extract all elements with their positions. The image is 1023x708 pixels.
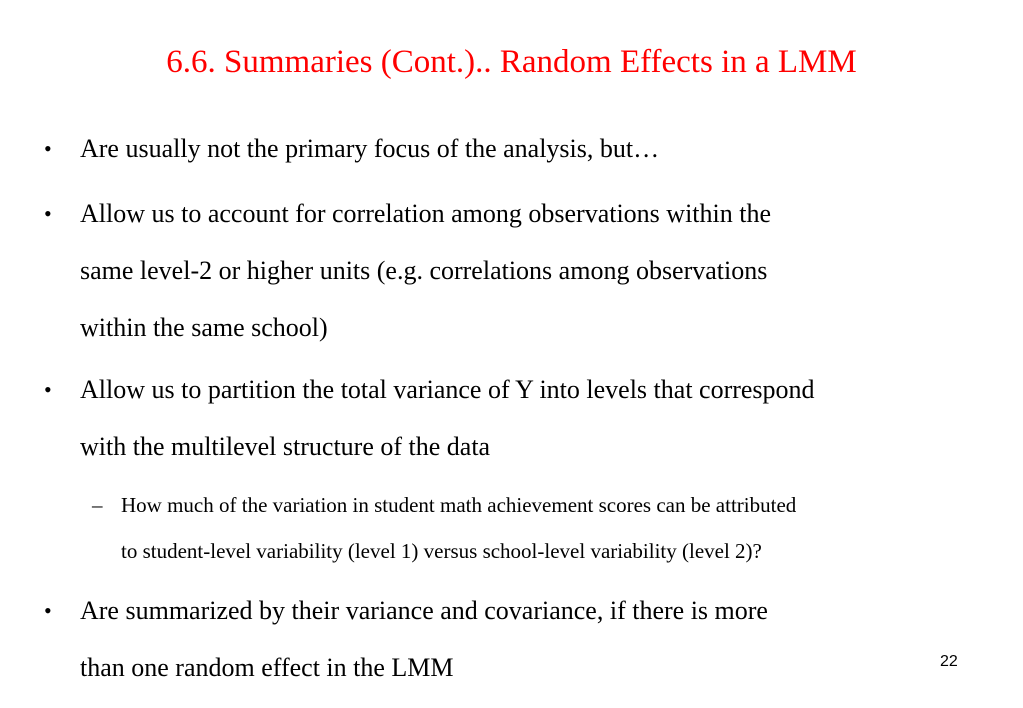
bullet-line: Are usually not the primary focus of the analysis, but… xyxy=(80,134,660,163)
bullet-marker: • xyxy=(44,201,52,226)
sub-bullet-line: to student-level variability (level 1) versus school-level variability (level 2)? xyxy=(121,539,762,563)
sub-bullet-text xyxy=(121,482,1001,574)
bullet-text xyxy=(80,361,980,475)
bullet-text xyxy=(80,120,980,177)
slide-title: 6.6. Summaries (Cont.).. Random Effects in a LMM xyxy=(166,44,857,80)
bullet-text xyxy=(80,185,980,356)
bullet-line: within the same school) xyxy=(80,313,328,342)
bullet-marker: • xyxy=(44,377,52,402)
bullet-line: than one random effect in the LMM xyxy=(80,653,454,682)
bullet-line: same level-2 or higher units (e.g. correlations among observations xyxy=(80,256,768,285)
bullet-text xyxy=(80,582,980,696)
bullet-marker: • xyxy=(44,136,52,161)
bullet-line: Allow us to partition the total variance of Y into levels that correspond xyxy=(80,375,815,404)
bullet-marker: • xyxy=(44,598,52,623)
sub-bullet-line: How much of the variation in student math achievement scores can be attributed xyxy=(121,493,797,517)
sub-bullet-marker: – xyxy=(92,493,103,517)
bullet-line: Are summarized by their variance and covariance, if there is more xyxy=(80,596,768,625)
bullet-line: Allow us to account for correlation among observations within the xyxy=(80,199,772,228)
page-number: 22 xyxy=(940,653,958,670)
bullet-line: with the multilevel structure of the data xyxy=(80,432,491,461)
